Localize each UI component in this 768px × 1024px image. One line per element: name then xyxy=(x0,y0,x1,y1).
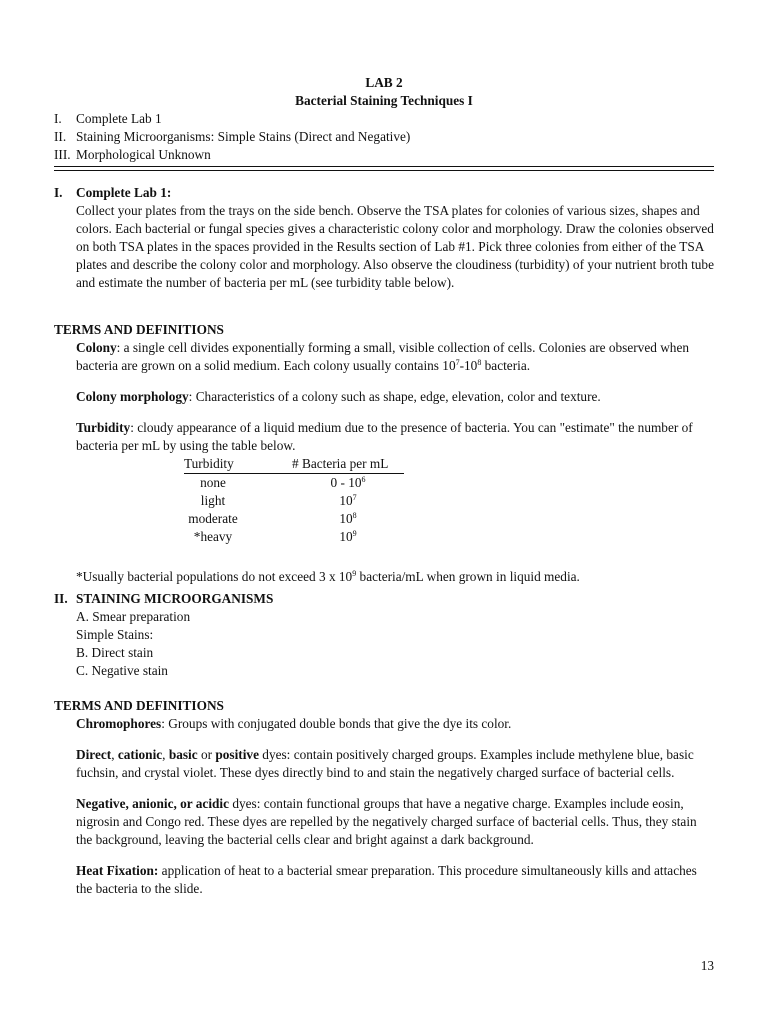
list-item: B. Direct stain xyxy=(76,645,154,660)
definition-heat-fixation: Heat Fixation: application of heat to a bacterial smear preparation. This procedure simultaneously kills and attaches the bacteria to the slide. xyxy=(76,863,697,896)
terms-heading: TERMS AND DEFINITIONS xyxy=(54,698,224,713)
lab-number: LAB 2 xyxy=(365,75,403,90)
definition-colony-morphology: Colony morphology: Characteristics of a colony such as shape, edge, elevation, color and texture. xyxy=(76,389,601,404)
list-item: Simple Stains: xyxy=(76,627,154,642)
section-staining xyxy=(54,590,714,680)
outline-item: I. Complete Lab 1 xyxy=(54,111,162,126)
column-header: Turbidity xyxy=(184,455,292,474)
definition-colony: Colony: a single cell divides exponentially forming a small, visible collection of cells. Colonies are observed when bacteria are grown on a solid medium. Each colony usually contains $10^7-10^8$ bacteria. xyxy=(76,340,689,373)
section-complete-lab1 xyxy=(54,184,714,292)
table-header-row xyxy=(184,455,404,474)
divider-bottom xyxy=(54,170,714,171)
definition-negative-dyes: Negative, anionic, or acidic dyes: contain functional groups that have a negative charge. Examples include eosin, nigrosin and Congo red. These dyes are repelled by the negatively charged surface of bacterial cells. Thus, they stain the background, leaving the bacterial cells clear and bright against a dark background. xyxy=(76,796,697,847)
divider-top xyxy=(54,166,714,167)
table-footnote: *Usually bacterial populations do not exceed 3 x $10^9$ bacteria/mL when grown in liquid media. xyxy=(76,569,580,584)
section-heading: I. Complete Lab 1: xyxy=(54,185,172,200)
table-row: none $0 - 10^6$ xyxy=(200,475,366,490)
list-item: C. Negative stain xyxy=(76,663,168,678)
definition-chromophores: Chromophores: Groups with conjugated double bonds that give the dye its color. xyxy=(76,716,512,731)
table-row: *heavy $10^9$ xyxy=(193,529,357,544)
page-number: 13 xyxy=(700,958,714,973)
definition-turbidity: Turbidity: cloudy appearance of a liquid medium due to the presence of bacteria. You can "estimate" the number of bacteria per mL by using the table below. xyxy=(76,420,693,453)
terms-definitions-2 xyxy=(54,697,714,898)
table-row: moderate $10^8$ xyxy=(188,511,357,526)
section-heading: II. STAINING MICROORGANISMS xyxy=(54,591,274,606)
outline-item: III. Morphological Unknown xyxy=(54,147,211,162)
lab-outline xyxy=(54,110,410,164)
terms-definitions-1 xyxy=(54,321,714,586)
definition-direct-dyes: Direct, cationic, basic or positive dyes: contain positively charged groups. Examples include methylene blue, basic fuchsin, and crystal violet. These dyes directly bind to and stain the negatively charged surface of bacterial cells. xyxy=(76,747,694,780)
outline-item: II. Staining Microorganisms: Simple Stains (Direct and Negative) xyxy=(54,129,411,144)
column-header: # Bacteria per mL xyxy=(292,455,404,474)
terms-heading: TERMS AND DEFINITIONS xyxy=(54,322,224,337)
section-body: Collect your plates from the trays on the side bench. Observe the TSA plates for colonies of various sizes, shapes and colors. Each bacterial or fungal species gives a characteristic colony color and morphology. Draw the colonies observed on both TSA plates in the spaces provided in the Results section of Lab #1. Pick three colonies from either of the TSA plates and describe the colony color and morphology. Also observe the cloudiness (turbidity) of your nutrient broth tube and estimate the number of bacteria per mL (see turbidity table below). xyxy=(76,203,714,290)
turbidity-table xyxy=(184,455,404,546)
page-title: Bacterial Staining Techniques I xyxy=(295,93,473,108)
list-item: A. Smear preparation xyxy=(76,609,191,624)
table-row: light $10^7$ xyxy=(200,493,357,508)
